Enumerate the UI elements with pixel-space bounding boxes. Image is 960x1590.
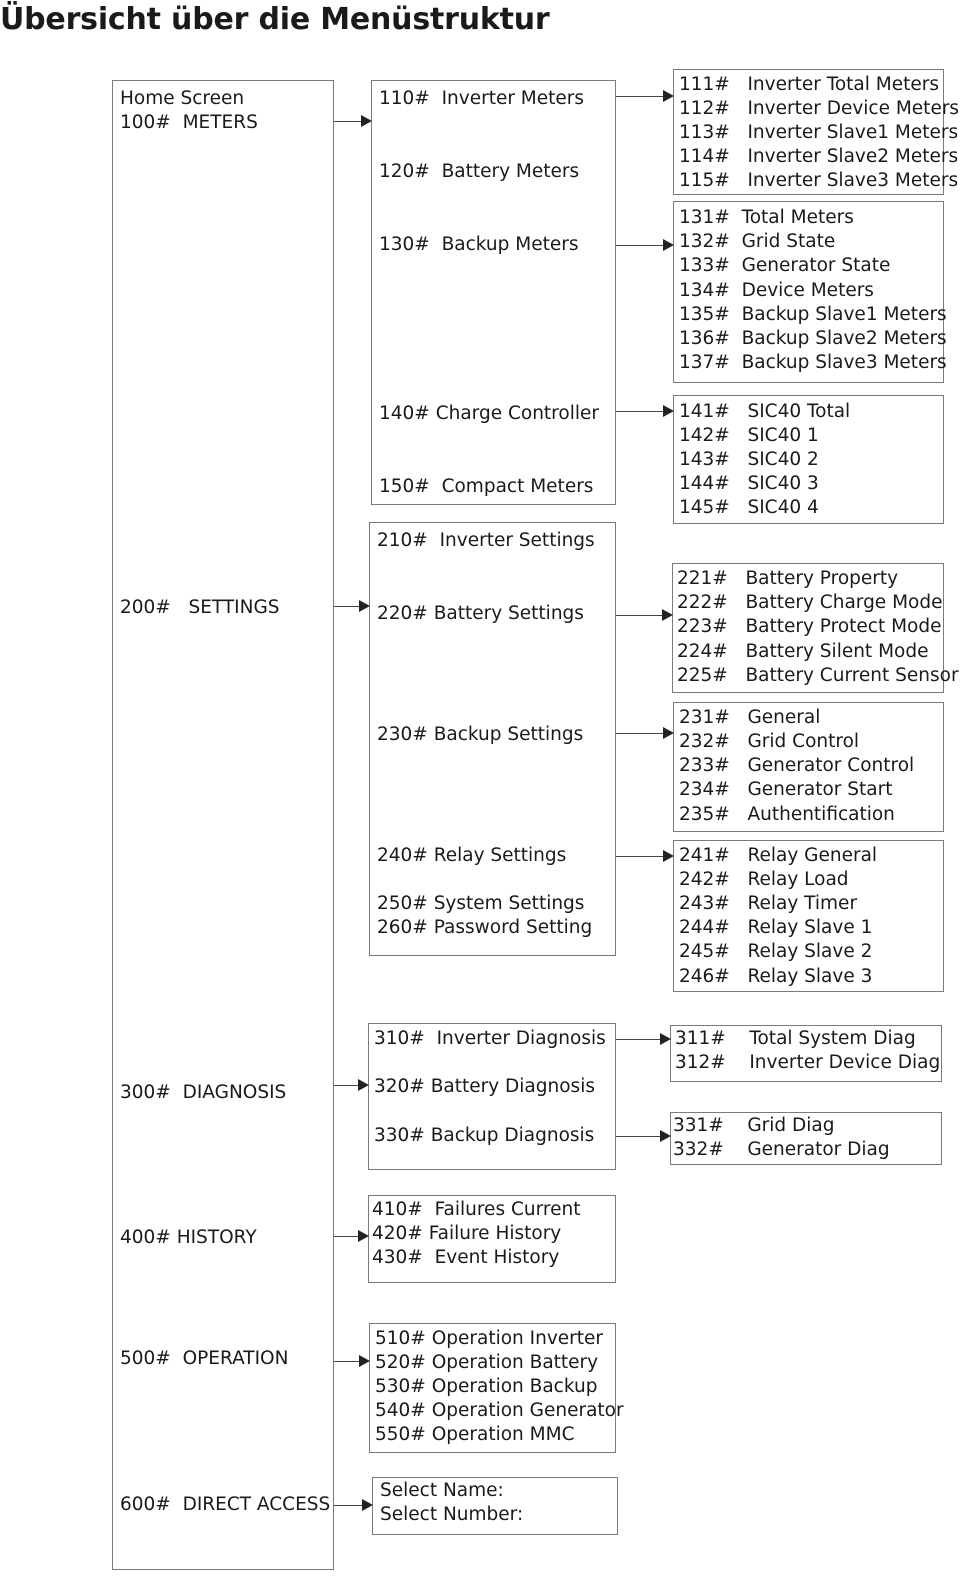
menu-246: 246# Relay Slave 3 xyxy=(679,966,873,987)
arrow-600-head xyxy=(362,1499,373,1511)
arrow-130-line xyxy=(616,245,664,246)
menu-245: 245# Relay Slave 2 xyxy=(679,941,873,962)
meters-submenu-box xyxy=(371,80,616,505)
menu-222: 222# Battery Charge Mode xyxy=(677,592,943,613)
arrow-240-head xyxy=(663,850,674,862)
menu-240: 240# Relay Settings xyxy=(377,845,567,866)
arrow-330-head xyxy=(660,1130,671,1142)
menu-243: 243# Relay Timer xyxy=(679,893,858,914)
menu-520: 520# Operation Battery xyxy=(375,1352,599,1373)
menu-230: 230# Backup Settings xyxy=(377,724,584,745)
menu-134: 134# Device Meters xyxy=(679,280,874,301)
menu-120: 120# Battery Meters xyxy=(379,161,580,182)
menu-130: 130# Backup Meters xyxy=(379,234,579,255)
menu-530: 530# Operation Backup xyxy=(375,1376,598,1397)
menu-144: 144# SIC40 3 xyxy=(679,473,819,494)
arrow-140-head xyxy=(663,405,674,417)
arrow-220-line xyxy=(616,615,663,616)
menu-131: 131# Total Meters xyxy=(679,207,854,228)
menu-330: 330# Backup Diagnosis xyxy=(374,1125,595,1146)
arrow-300-line xyxy=(334,1085,359,1086)
menu-150: 150# Compact Meters xyxy=(379,476,594,497)
menu-235: 235# Authentification xyxy=(679,804,895,825)
arrow-130-head xyxy=(663,239,674,251)
menu-600-direct-access: 600# DIRECT ACCESS xyxy=(120,1494,331,1515)
arrow-200-head xyxy=(359,600,370,612)
menu-133: 133# Generator State xyxy=(679,255,891,276)
menu-145: 145# SIC40 4 xyxy=(679,497,819,518)
select-name-label: Select Name: xyxy=(380,1480,504,1501)
arrow-230-line xyxy=(616,733,664,734)
menu-410: 410# Failures Current xyxy=(372,1199,581,1220)
arrow-110-head xyxy=(663,90,674,102)
menu-113: 113# Inverter Slave1 Meters xyxy=(679,122,959,143)
menu-312: 312# Inverter Device Diag xyxy=(675,1052,941,1073)
arrow-100-line xyxy=(334,121,362,122)
arrow-240-line xyxy=(616,856,664,857)
select-number-label: Select Number: xyxy=(380,1504,524,1525)
menu-311: 311# Total System Diag xyxy=(675,1028,916,1049)
home-screen-label: Home Screen xyxy=(120,88,245,109)
menu-540: 540# Operation Generator xyxy=(375,1400,624,1421)
menu-242: 242# Relay Load xyxy=(679,869,849,890)
menu-110: 110# Inverter Meters xyxy=(379,88,585,109)
menu-100-meters: 100# METERS xyxy=(120,112,258,133)
menu-332: 332# Generator Diag xyxy=(673,1139,890,1160)
menu-232: 232# Grid Control xyxy=(679,731,860,752)
arrow-220-head xyxy=(662,609,673,621)
menu-200-settings: 200# SETTINGS xyxy=(120,597,280,618)
menu-142: 142# SIC40 1 xyxy=(679,425,819,446)
menu-250: 250# System Settings xyxy=(377,893,585,914)
menu-231: 231# General xyxy=(679,707,821,728)
menu-234: 234# Generator Start xyxy=(679,779,893,800)
arrow-310-line xyxy=(616,1039,661,1040)
menu-223: 223# Battery Protect Mode xyxy=(677,616,942,637)
menu-137: 137# Backup Slave3 Meters xyxy=(679,352,947,373)
menu-221: 221# Battery Property xyxy=(677,568,899,589)
arrow-400-head xyxy=(358,1230,369,1242)
menu-331: 331# Grid Diag xyxy=(673,1115,835,1136)
menu-420: 420# Failure History xyxy=(372,1223,562,1244)
menu-135: 135# Backup Slave1 Meters xyxy=(679,304,947,325)
page-title: Übersicht über die Menüstruktur xyxy=(0,2,550,37)
menu-136: 136# Backup Slave2 Meters xyxy=(679,328,947,349)
menu-500-operation: 500# OPERATION xyxy=(120,1348,289,1369)
menu-225: 225# Battery Current Sensor xyxy=(677,665,959,686)
menu-300-diagnosis: 300# DIAGNOSIS xyxy=(120,1082,287,1103)
menu-220: 220# Battery Settings xyxy=(377,603,584,624)
menu-233: 233# Generator Control xyxy=(679,755,915,776)
arrow-400-line xyxy=(334,1236,359,1237)
menu-310: 310# Inverter Diagnosis xyxy=(374,1028,606,1049)
menu-114: 114# Inverter Slave2 Meters xyxy=(679,146,959,167)
arrow-330-line xyxy=(616,1136,661,1137)
arrow-500-line xyxy=(334,1361,360,1362)
menu-244: 244# Relay Slave 1 xyxy=(679,917,873,938)
menu-400-history: 400# HISTORY xyxy=(120,1227,257,1248)
arrow-300-head xyxy=(358,1079,369,1091)
menu-510: 510# Operation Inverter xyxy=(375,1328,603,1349)
arrow-500-head xyxy=(359,1355,370,1367)
menu-143: 143# SIC40 2 xyxy=(679,449,819,470)
menu-241: 241# Relay General xyxy=(679,845,878,866)
arrow-310-head xyxy=(660,1033,671,1045)
menu-260: 260# Password Setting xyxy=(377,917,593,938)
arrow-230-head xyxy=(663,727,674,739)
arrow-600-line xyxy=(334,1505,363,1506)
menu-132: 132# Grid State xyxy=(679,231,836,252)
main-menu-box xyxy=(112,80,334,1570)
menu-140: 140# Charge Controller xyxy=(379,403,599,424)
menu-224: 224# Battery Silent Mode xyxy=(677,641,929,662)
menu-210: 210# Inverter Settings xyxy=(377,530,595,551)
menu-112: 112# Inverter Device Meters xyxy=(679,98,960,119)
arrow-140-line xyxy=(616,411,664,412)
menu-320: 320# Battery Diagnosis xyxy=(374,1076,595,1097)
menu-115: 115# Inverter Slave3 Meters xyxy=(679,170,959,191)
arrow-110-line xyxy=(616,96,664,97)
menu-141: 141# SIC40 Total xyxy=(679,401,851,422)
menu-430: 430# Event History xyxy=(372,1247,560,1268)
menu-550: 550# Operation MMC xyxy=(375,1424,575,1445)
arrow-200-line xyxy=(334,606,360,607)
menu-111: 111# Inverter Total Meters xyxy=(679,74,940,95)
arrow-100-head xyxy=(361,115,372,127)
